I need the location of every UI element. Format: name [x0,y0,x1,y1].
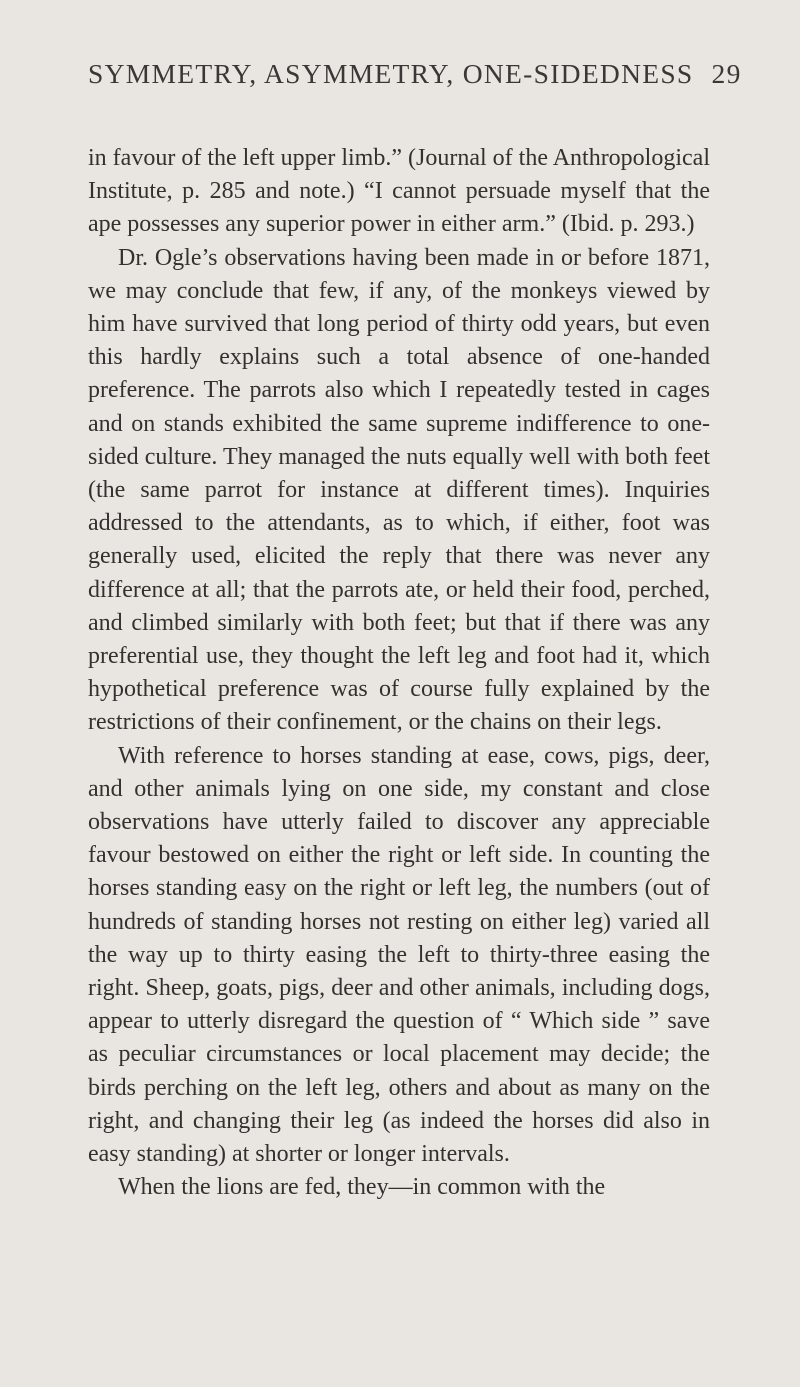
running-head-title: SYMMETRY, ASYMMETRY, ONE-SIDEDNESS [88,58,694,89]
paragraph-ogle-observations: Dr. Ogle’s observations having been made in or before 1871, we may conclude that few, if any, of the monkeys viewed by him have survived that long period of thirty odd years, but even this hardly explains such a total absence of one-handed preference. The parrots also which I repeatedly tested in cages and on stands exhibited the same supreme indifference to one-sided culture. They managed the nuts equally well with both feet (the same parrot for instance at different times). Inquiries addressed to the attendants, as to which, if either, foot was generally used, elicited the reply that there was never any difference at all; that the parrots ate, or held their food, perched, and climbed similarly with both feet; but that if there was any preferential use, they thought the left leg and foot had it, which hypothetical preference was of course fully explained by the restrictions of their confinement, or the chains on their legs. [88,244,710,736]
paragraph-continued: in favour of the left upper limb.” (Journal of the Anthropological Institute, p. 285 and note.) “I cannot persuade myself that the ape possesses any superior power in either arm.” (Ibid. p. 293.) [88,145,710,238]
page-number: 29 [711,58,742,89]
paragraph-lions-fed: When the lions are fed, they—in common with the [118,1174,606,1201]
paragraph-horses-standing: With reference to horses standing at ease, cows, pigs, deer, and other animals lying on one side, my constant and close observations have utterly failed to discover any appreciable favour bestowed on either the right or left side. In counting the horses standing easy on the right or left leg, the numbers (out of hundreds of standing horses not resting on either leg) varied all the way up to thirty easing the left to thirty-three easing the right. Sheep, goats, pigs, deer and other animals, including dogs, appear to utterly disregard the question of “ Which side ” save as peculiar circumstances or local placement may decide; the birds perching on the left leg, others and about as many on the right, and changing their leg (as indeed the horses did also in easy standing) at shorter or longer intervals. [88,742,710,1168]
running-head [88,58,788,118]
body-text [88,142,710,1205]
